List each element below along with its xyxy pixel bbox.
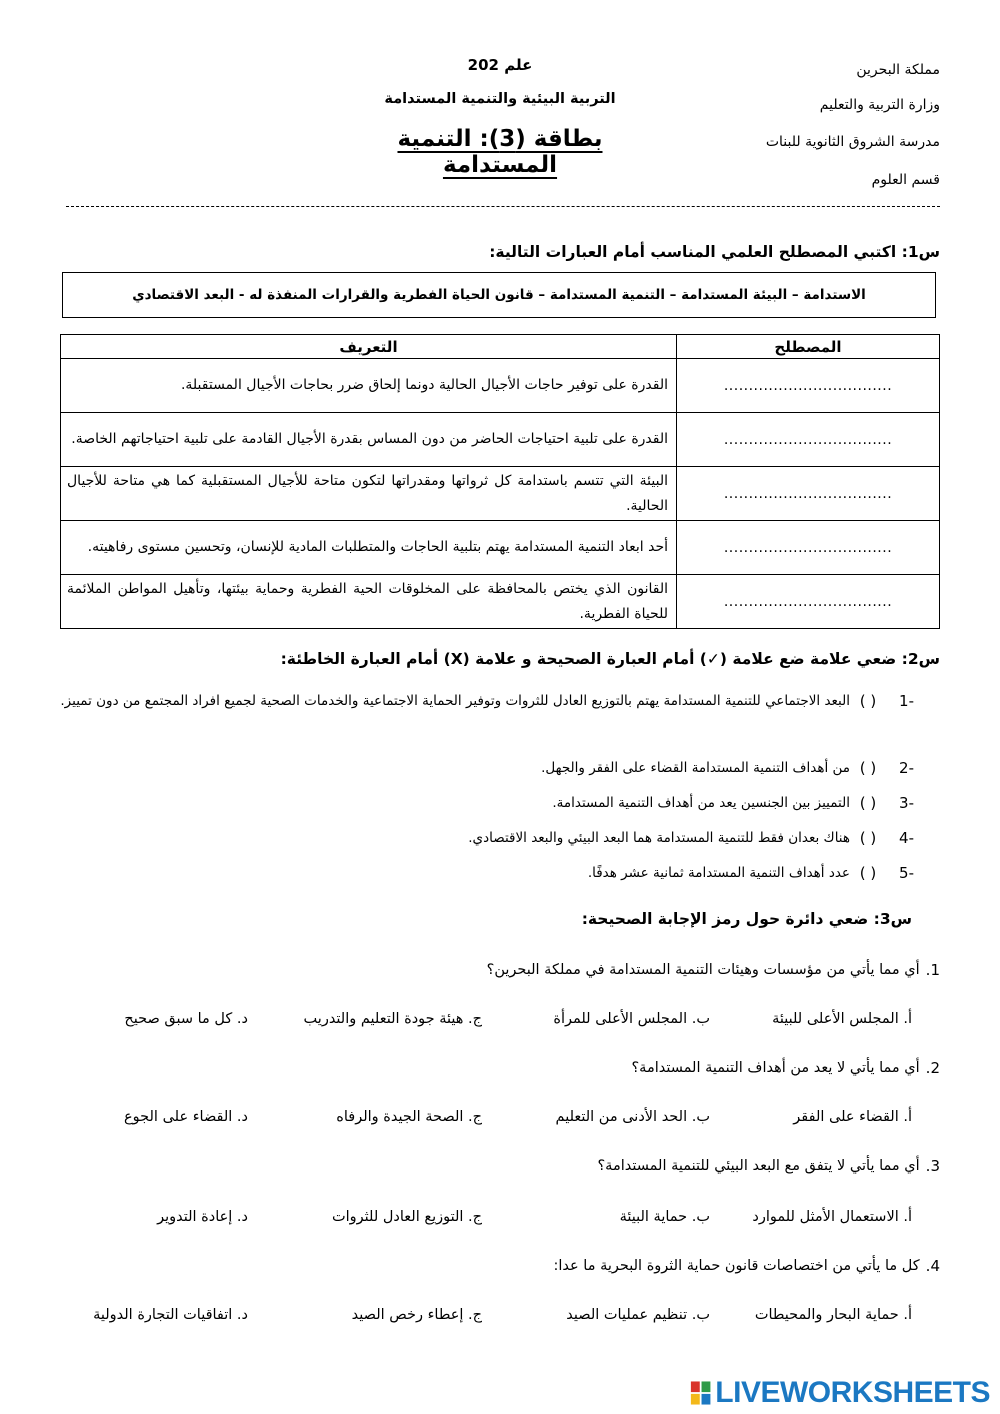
tf-answer-box[interactable]: ( ) — [859, 692, 877, 710]
mcq-question — [487, 961, 940, 979]
card-title: بطاقة (3): التنمية المستدامة — [397, 126, 603, 178]
mcq-option-b[interactable]: ب. المجلس الأعلى للمرأة — [553, 1011, 710, 1027]
mcq-question-text: كل ما يأتي من اختصاصات قانون حماية الثروة البحرية ما عدا: — [553, 1258, 920, 1274]
mcq-option-b[interactable]: ب. تنظيم عمليات الصيد — [566, 1307, 710, 1323]
mcq-option-d[interactable]: د. كل ما سبق صحيح — [124, 1011, 248, 1027]
tf-item-number: -2 — [899, 759, 914, 777]
course-code: علم 202 — [467, 56, 533, 74]
tf-item-text: عدد أهداف التنمية المستدامة ثمانية عشر هدفًا. — [587, 865, 850, 881]
tf-item-text: التمييز بين الجنسين يعد من أهداف التنمية المستدامة. — [552, 795, 850, 811]
term-answer-blank[interactable]: .................................. — [677, 521, 940, 575]
mcq-option-c[interactable]: ج. هيئة جودة التعليم والتدريب — [303, 1011, 482, 1027]
tf-item-number: -1 — [899, 692, 914, 710]
col-term-header: المصطلح — [677, 335, 940, 359]
mcq-option-a[interactable]: أ. الاستعمال الأمثل للموارد — [752, 1209, 912, 1225]
mcq-option-c[interactable]: ج. الصحة الجيدة والرفاه — [336, 1109, 482, 1125]
tf-item-number: -5 — [899, 864, 914, 882]
tf-item-number: -4 — [899, 829, 914, 847]
tf-item — [54, 756, 914, 780]
word-bank — [62, 272, 936, 318]
tf-item — [54, 826, 914, 850]
term-answer-blank[interactable]: .................................. — [677, 575, 940, 629]
tf-item-text: من أهداف التنمية المستدامة القضاء على الفقر والجهل. — [541, 760, 850, 776]
tf-answer-box[interactable]: ( ) — [859, 829, 877, 847]
term-answer-blank[interactable]: .................................. — [677, 413, 940, 467]
liveworksheets-logo[interactable] — [690, 1376, 990, 1410]
mcq-option-d[interactable]: د. اتفاقيات التجارة الدولية — [93, 1307, 248, 1323]
table-row — [61, 413, 940, 467]
table-row — [61, 467, 940, 521]
header-country: مملكة البحرين — [856, 62, 940, 78]
terms-table — [60, 334, 940, 629]
term-definition: البيئة التي تتسم باستدامة كل ثرواتها ومقدراتها لتكون متاحة للأجيال المستقبلية كما هي متاحة للأجيال الحالية. — [61, 467, 677, 521]
tf-answer-box[interactable]: ( ) — [859, 864, 877, 882]
mcq-option-b[interactable]: ب. حماية البيئة — [619, 1209, 710, 1225]
tf-item-number: -3 — [899, 794, 914, 812]
terms-table-header — [61, 335, 940, 359]
mcq-option-a[interactable]: أ. المجلس الأعلى للبيئة — [772, 1011, 912, 1027]
tf-answer-box[interactable]: ( ) — [859, 794, 877, 812]
q1-title: س1: اكتبي المصطلح العلمي المناسب أمام العبارات التالية: — [489, 243, 940, 261]
tf-item — [54, 861, 914, 885]
q2-title: س2: ضعي علامة ضع علامة (✓) أمام العبارة الصحيحة و علامة (X) أمام العبارة الخاطئة: — [280, 650, 940, 668]
table-row — [61, 521, 940, 575]
mcq-question — [597, 1157, 940, 1175]
term-definition: القدرة على تلبية احتياجات الحاضر من دون المساس بقدرة الأجيال القادمة على تلبية احتياجاتهم الخاصة. — [61, 413, 677, 467]
tf-item — [54, 791, 914, 815]
term-answer-blank[interactable]: .................................. — [677, 467, 940, 521]
mcq-question — [554, 1257, 940, 1275]
mcq-option-d[interactable]: د. القضاء على الجوع — [124, 1109, 248, 1125]
table-row — [61, 575, 940, 629]
header-ministry: وزارة التربية والتعليم — [819, 97, 940, 113]
mcq-question-text: أي مما يأتي لا يتفق مع البعد البيئي للتنمية المستدامة؟ — [597, 1158, 920, 1174]
mcq-question — [631, 1059, 940, 1077]
mcq-option-b[interactable]: ب. الحد الأدنى من التعليم — [555, 1109, 710, 1125]
col-definition-header: التعريف — [61, 335, 677, 359]
q3-title: س3: ضعي دائرة حول رمز الإجابة الصحيحة: — [581, 910, 912, 928]
mcq-question-number: 2. — [925, 1059, 940, 1077]
tf-item-text: البعد الاجتماعي للتنمية المستدامة يهتم بالتوزيع العادل للثروات وتوفير الحماية الاجتماعية والخدمات الصحية لجميع افراد المجتمع من دون تمييز. — [60, 693, 850, 709]
word-bank-text: الاستدامة – البيئة المستدامة – التنمية المستدامة – قانون الحياة الفطرية والقرارات المنفذة له - البعد الاقتصادي — [132, 287, 866, 303]
term-definition: القانون الذي يختص بالمحافظة على المخلوقات الحية الفطرية وحماية بيئتها، وتأهيل المواطن الملائمة للحياة الفطرية. — [61, 575, 677, 629]
header-school: مدرسة الشروق الثانوية للبنات — [765, 134, 940, 150]
liveworksheets-logo-icon — [690, 1379, 711, 1407]
term-answer-blank[interactable]: .................................. — [677, 359, 940, 413]
table-row — [61, 359, 940, 413]
mcq-question-number: 1. — [925, 961, 940, 979]
mcq-option-c[interactable]: ج. التوزيع العادل للثروات — [332, 1209, 482, 1225]
mcq-option-a[interactable]: أ. حماية البحار والمحيطات — [754, 1307, 912, 1323]
term-definition: القدرة على توفير حاجات الأجيال الحالية دونما إلحاق ضرر بحاجات الأجيال المستقبلة. — [61, 359, 677, 413]
tf-item — [54, 689, 914, 717]
mcq-question-number: 3. — [925, 1157, 940, 1175]
term-definition: أحد ابعاد التنمية المستدامة يهتم بتلبية الحاجات والمتطلبات المادية للإنسان، وتحسين مستوى رفاهيته. — [61, 521, 677, 575]
course-name: التربية البيئية والتنمية المستدامة — [384, 91, 616, 107]
liveworksheets-logo-text: LIVEWORKSHEETS — [715, 1376, 990, 1409]
mcq-question-number: 4. — [925, 1257, 940, 1275]
mcq-option-c[interactable]: ج. إعطاء رخص الصيد — [351, 1307, 482, 1323]
header-department: قسم العلوم — [871, 172, 940, 188]
header-divider — [66, 206, 940, 207]
mcq-option-a[interactable]: أ. القضاء على الفقر — [793, 1109, 912, 1125]
tf-item-text: هناك بعدان فقط للتنمية المستدامة هما البعد البيئي والبعد الاقتصادي. — [468, 830, 850, 846]
mcq-option-d[interactable]: د. إعادة التدوير — [157, 1209, 248, 1225]
tf-answer-box[interactable]: ( ) — [859, 759, 877, 777]
mcq-question-text: أي مما يأتي من مؤسسات وهيئات التنمية المستدامة في مملكة البحرين؟ — [486, 962, 920, 978]
mcq-question-text: أي مما يأتي لا يعد من أهداف التنمية المستدامة؟ — [631, 1060, 920, 1076]
page-title — [350, 126, 650, 178]
